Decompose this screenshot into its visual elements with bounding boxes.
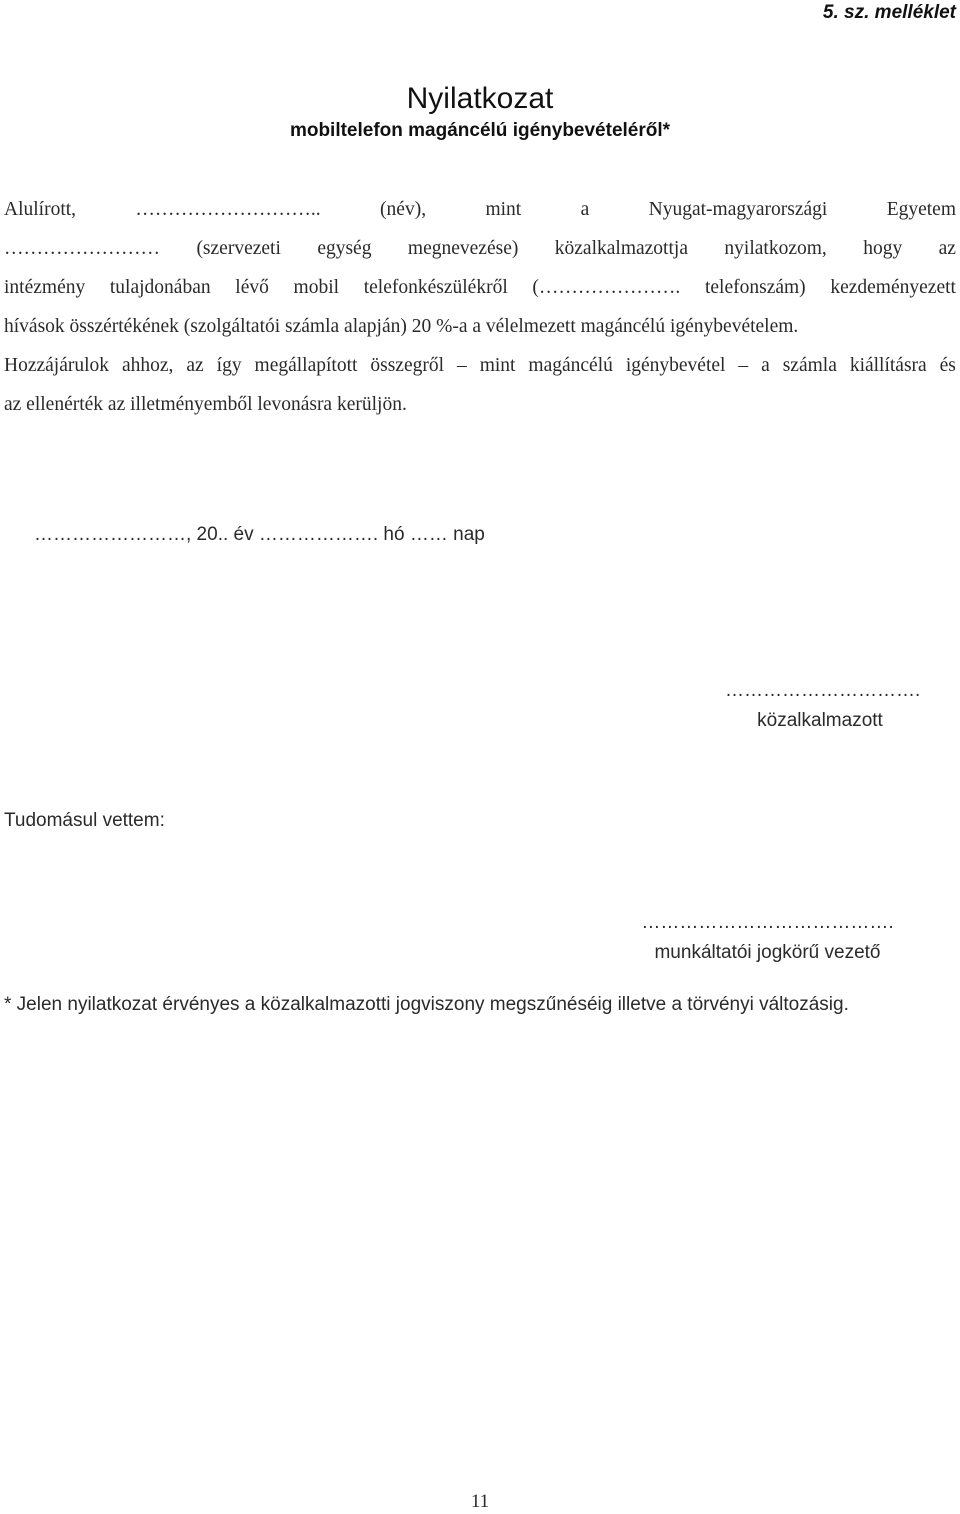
body-word: igénybevétel bbox=[625, 355, 726, 376]
body-word: – bbox=[456, 355, 467, 376]
body-line-3 bbox=[4, 268, 956, 307]
body-word: kiállításra bbox=[849, 355, 927, 376]
employee-signature-line: …………………………. bbox=[725, 680, 921, 701]
body-word: mint bbox=[479, 355, 516, 376]
body-word: nyilatkozom, bbox=[724, 238, 827, 259]
employer-signature-line: …………………………………. bbox=[641, 912, 894, 933]
body-line-1 bbox=[4, 190, 956, 229]
acknowledged-label: Tudomásul vettem: bbox=[4, 810, 165, 831]
body-line-5 bbox=[4, 346, 956, 385]
body-word: magáncélú bbox=[528, 355, 613, 376]
body-word: hogy bbox=[863, 238, 903, 259]
employee-signature-block bbox=[725, 676, 921, 736]
employer-signature-block bbox=[595, 908, 940, 968]
phone-number-blank: (…………………. bbox=[532, 277, 681, 298]
body-word: (szervezeti bbox=[196, 238, 281, 259]
body-word: tulajdonában bbox=[109, 277, 211, 298]
declaration-body bbox=[4, 190, 956, 424]
body-word: és bbox=[939, 355, 956, 376]
body-word: egység bbox=[317, 238, 372, 259]
body-word: számla bbox=[782, 355, 837, 376]
body-word: lévő bbox=[235, 277, 269, 298]
body-word: az bbox=[938, 238, 956, 259]
body-word: (név), bbox=[380, 199, 427, 220]
body-line-4: hívások összértékének (szolgáltatói számla alapján) 20 %-a a vélelmezett magáncélú igénybevételem. bbox=[4, 316, 799, 337]
page-number: 11 bbox=[470, 1491, 490, 1512]
employer-signature-label: munkáltatói jogkörű vezető bbox=[654, 942, 881, 963]
body-word: intézmény bbox=[4, 277, 86, 298]
body-word: Nyugat-magyarországi bbox=[648, 199, 828, 220]
body-line-6: az ellenérték az illetményemből levonásra kerüljön. bbox=[4, 394, 407, 415]
body-word: – bbox=[738, 355, 749, 376]
document-title: Nyilatkozat bbox=[406, 82, 554, 115]
employee-signature-label: közalkalmazott bbox=[757, 710, 883, 731]
body-word: Hozzájárulok bbox=[4, 355, 110, 376]
body-word: Alulírott, bbox=[4, 199, 77, 220]
annex-label: 5. sz. melléklet bbox=[822, 2, 956, 23]
body-word: megnevezése) bbox=[407, 238, 519, 259]
body-word: így bbox=[216, 355, 242, 376]
body-word: Egyetem bbox=[886, 199, 956, 220]
body-word: mobil bbox=[293, 277, 340, 298]
body-word: megállapított bbox=[254, 355, 358, 376]
body-word: a bbox=[580, 199, 590, 220]
body-word: összegről bbox=[370, 355, 445, 376]
body-word: mint bbox=[485, 199, 522, 220]
body-line-2 bbox=[4, 229, 956, 268]
body-word: az bbox=[186, 355, 204, 376]
unit-blank: …………………… bbox=[4, 238, 160, 259]
body-word: kezdeményezett bbox=[830, 277, 956, 298]
date-line: ……………………, 20.. év ………………. hó …… nap bbox=[34, 524, 485, 545]
name-blank: ……………………….. bbox=[135, 199, 321, 220]
footnote: * Jelen nyilatkozat érvényes a közalkalmazotti jogviszony megszűnéséig illetve a törvényi változásig. bbox=[4, 994, 849, 1015]
body-word: ahhoz, bbox=[122, 355, 174, 376]
body-word: a bbox=[761, 355, 770, 376]
body-word: telefonszám) bbox=[704, 277, 806, 298]
body-word: közalkalmazottja bbox=[554, 238, 688, 259]
body-word: telefonkészülékről bbox=[363, 277, 508, 298]
document-subtitle: mobiltelefon magáncélú igénybevételéről* bbox=[289, 120, 671, 141]
